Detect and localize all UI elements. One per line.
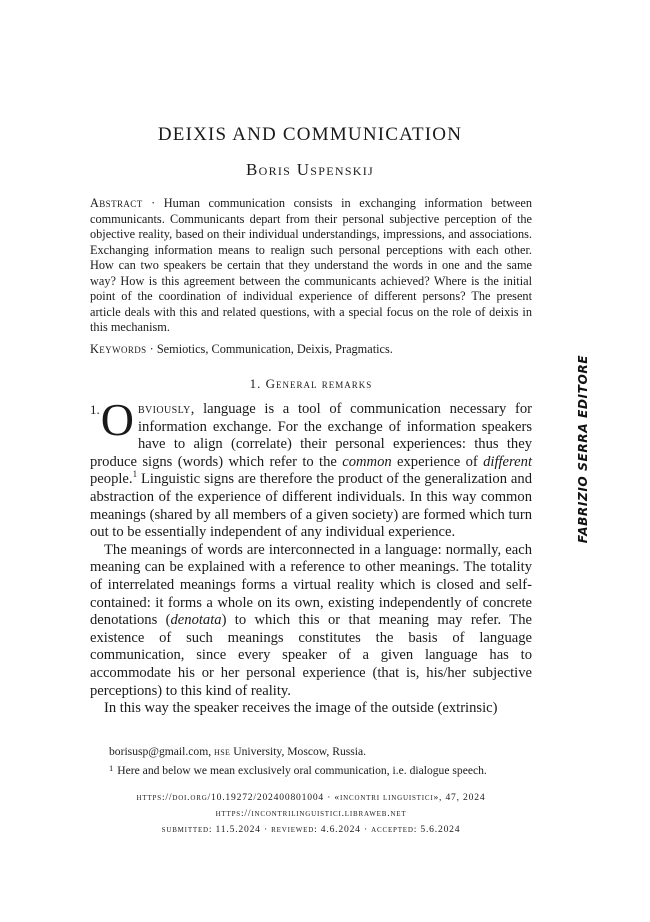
footer-notes (90, 744, 532, 779)
copyright-notice (574, 216, 592, 682)
paragraph-1-text-d: Linguistic signs are therefore the product of the generalization and abstraction of the experience of different individuals. In this way common meanings (shared by all members of a given society) are formed which turn out to be essentially independent of any individual experience. (90, 471, 532, 541)
footnote-ref[interactable]: 1 (132, 469, 138, 480)
emphasis-common: common (342, 453, 392, 470)
paragraph-1-text-b: experience of (391, 453, 484, 470)
abstract-text: Human communication consists in exchanging information between communicants. Communicants depart from their personal subjective perception of the objective reality, based on their individual understandings, impressions, and associations. Exchanging information means to realign such personal perceptions with each other. How can two speakers be certain that they understand the words in one and the same way? How is this agreement between the communicants achieved? Where is the initial point of the coordination of individual experience of different persons? The present article deals with this and related questions, with a special focus on the role of deixis in this mechanism. (90, 196, 532, 334)
paragraph-3: In this way the speaker receives the image of the outside (extrinsic) (104, 700, 498, 717)
copyright-suffix (574, 664, 650, 682)
keywords-label: Keywords (90, 342, 147, 356)
article-body (90, 394, 532, 718)
journal-url[interactable]: https://incontrilinguistici.libraweb.net (215, 808, 407, 819)
submission-dates: submitted: 11.5.2024 · reviewed: 4.6.2024 · accepted: 5.6.2024 (161, 824, 461, 835)
footnote-1 (90, 760, 532, 779)
paragraph-1-text-a: , language is a tool of communication necessary for information exchange. For the exchange of information speakers have to align (correlate) their personal experiences: thus they produce signs (words) which refer to the (90, 401, 532, 470)
copyright-text (574, 216, 592, 682)
section-heading: 1. General remarks (249, 376, 373, 391)
footnote-mark: 1 (109, 763, 114, 773)
article-title: DEIXIS AND COMMUNICATION (157, 124, 463, 145)
paragraph-number: 1. (90, 402, 100, 417)
copyright-publisher: FABRIZIO SERRA EDITORE (576, 354, 590, 544)
author-email[interactable]: borisusp@gmail.com, (109, 745, 215, 758)
doi-line[interactable]: https://doi.org/10.19272/202400801004 · «incontri linguistici», 47, 2024 (136, 792, 486, 803)
publication-meta (90, 790, 532, 838)
abstract (90, 196, 532, 336)
emphasis-different: different (483, 453, 532, 470)
footnote-text: Here and below we mean exclusively oral communication, i.e. dialogue speech. (117, 764, 487, 777)
keywords-separator: · (146, 342, 157, 356)
first-word: bviously (137, 401, 191, 417)
emphasis-denotata: denotata (170, 612, 222, 629)
paragraph-1 (90, 394, 532, 542)
keywords-text: Semiotics, Communication, Deixis, Pragmatics. (156, 342, 393, 356)
keywords (90, 342, 532, 358)
paragraph-1-text-c: people. (90, 471, 133, 488)
drop-cap: O (100, 394, 134, 445)
paragraph-2-text-a: The meanings of words are interconnected in a language: normally, each meaning can be explained with a reference to other meanings. The totality of interrelated meanings forms a virtual reality which is closed and self-contained: it forms a whole on its own, existing independently of concrete denotations ( (90, 541, 532, 629)
paragraph-2-text-b: ) to which this or that meaning may refer. The existence of such meanings constitutes the basis of language communication, since every speaker of a given language has to accommodate his or her personal experience (that is, his/her subjective perceptions) to this kind of reality. (90, 612, 532, 699)
author-affiliation: University, Moscow, Russia. (230, 745, 367, 758)
article-author: Boris Uspenskij (245, 160, 375, 179)
author-contact (90, 744, 532, 760)
paragraph-2 (90, 542, 532, 700)
author-org-abbr: hse (214, 745, 231, 758)
abstract-label: Abstract (90, 196, 143, 210)
abstract-separator: · (142, 196, 164, 210)
